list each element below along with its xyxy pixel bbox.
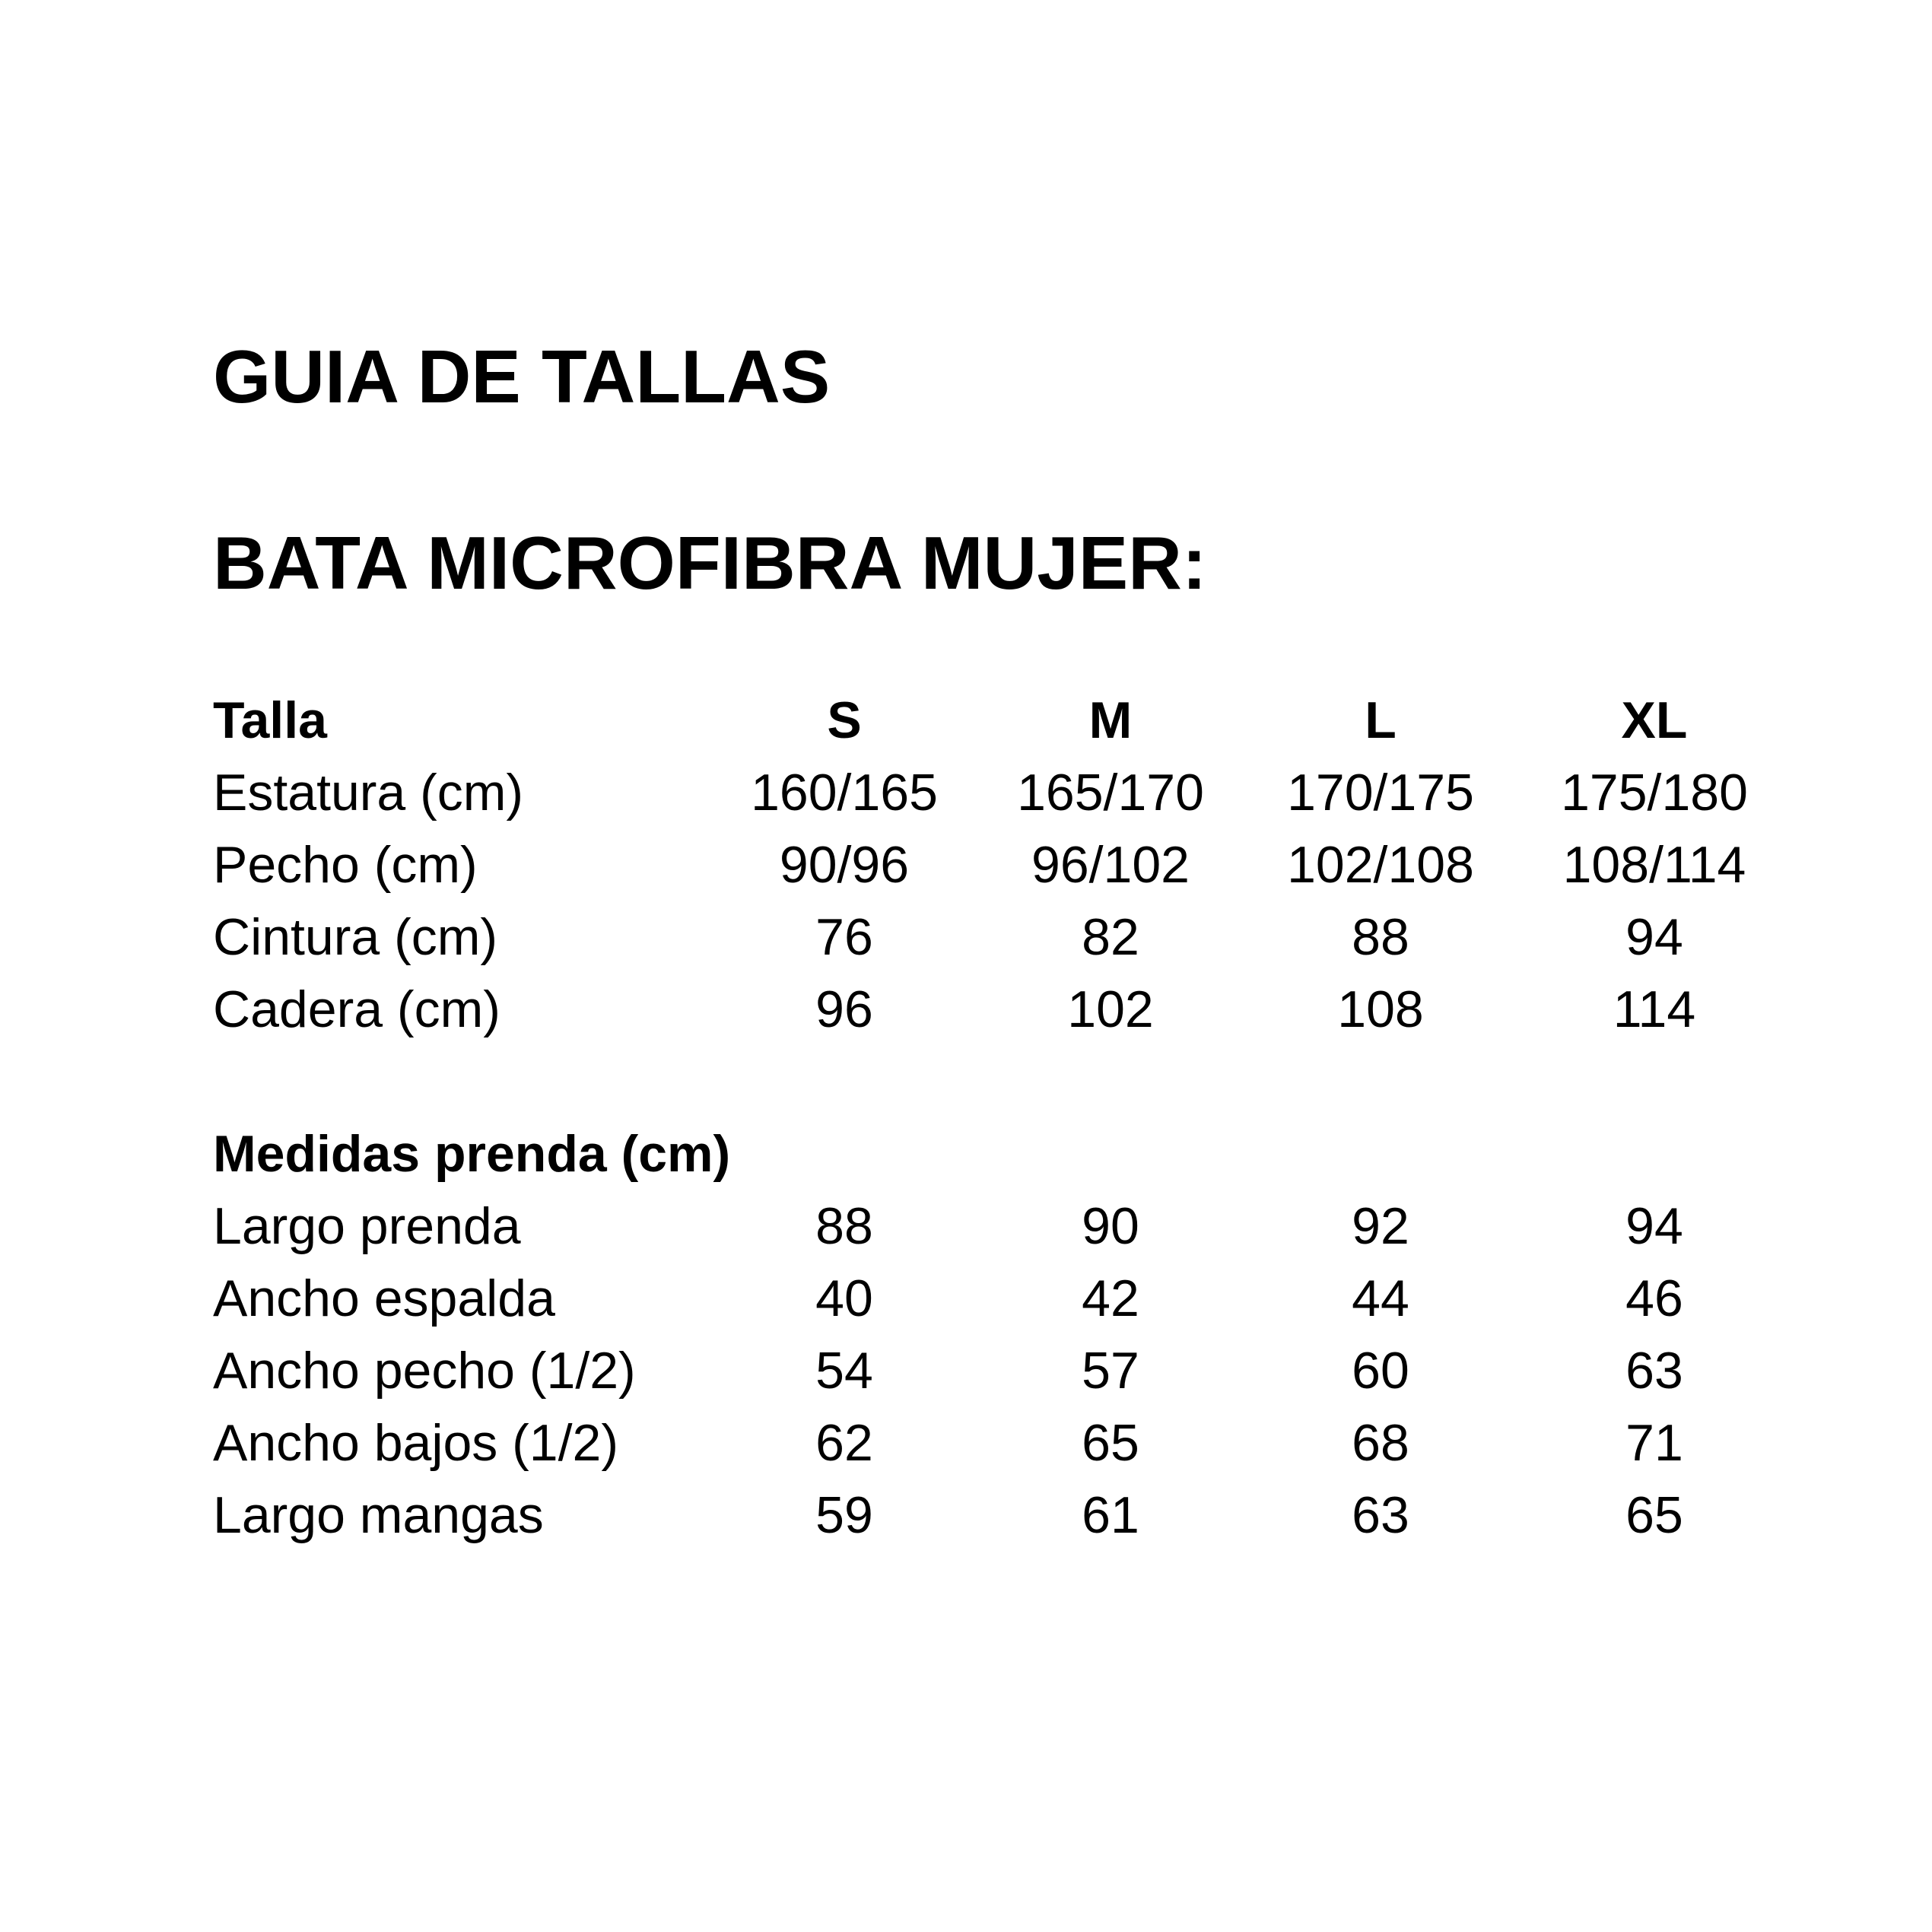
- row-label: Pecho (cm): [213, 836, 478, 894]
- column-header-m: M: [1088, 691, 1133, 749]
- empty-cell: [974, 1118, 1247, 1190]
- cell-value: 82: [1082, 908, 1139, 966]
- cell-value: 102: [1067, 980, 1154, 1038]
- cell-value: 90: [1082, 1197, 1139, 1255]
- page-title: GUIA DE TALLAS: [213, 335, 831, 418]
- cell-value: 170/175: [1287, 764, 1474, 821]
- cell-value: 90/96: [779, 836, 910, 894]
- column-header-s: S: [827, 691, 862, 749]
- table-spacer: [213, 1046, 1826, 1118]
- cell-value: 54: [815, 1342, 873, 1400]
- table-row-ancho-bajos: [213, 1407, 1826, 1479]
- row-label: Ancho pecho (1/2): [213, 1342, 636, 1400]
- row-label: Cintura (cm): [213, 908, 498, 966]
- row-label: Largo mangas: [213, 1486, 544, 1544]
- cell-value: 63: [1625, 1342, 1683, 1400]
- cell-value: 108/114: [1562, 836, 1746, 894]
- cell-value: 165/170: [1017, 764, 1204, 821]
- cell-value: 94: [1625, 908, 1683, 966]
- document-content: [213, 335, 1826, 1552]
- cell-value: 63: [1352, 1486, 1409, 1544]
- table-row-estatura: [213, 757, 1826, 829]
- row-label: Cadera (cm): [213, 980, 500, 1038]
- cell-value: 44: [1352, 1269, 1409, 1327]
- cell-value: 46: [1625, 1269, 1683, 1327]
- row-label: Ancho bajos (1/2): [213, 1414, 618, 1472]
- cell-value: 42: [1082, 1269, 1139, 1327]
- cell-value: 88: [1352, 908, 1409, 966]
- table-row-cadera: [213, 974, 1826, 1046]
- row-label: Largo prenda: [213, 1197, 521, 1255]
- section-header: Medidas prenda (cm): [213, 1125, 731, 1183]
- column-header-xl: XL: [1621, 691, 1688, 749]
- table-row-largo-prenda: [213, 1190, 1826, 1263]
- table-row-largo-mangas: [213, 1479, 1826, 1552]
- table-row-pecho: [213, 829, 1826, 901]
- table-header-row: [213, 685, 1826, 757]
- cell-value: 40: [815, 1269, 873, 1327]
- cell-value: 71: [1625, 1414, 1683, 1472]
- cell-value: 92: [1352, 1197, 1409, 1255]
- table-row-ancho-pecho: [213, 1335, 1826, 1407]
- cell-value: 175/180: [1561, 764, 1748, 821]
- table-row-ancho-espalda: [213, 1263, 1826, 1335]
- cell-value: 57: [1082, 1342, 1139, 1400]
- cell-value: 96/102: [1031, 836, 1190, 894]
- cell-value: 68: [1352, 1414, 1409, 1472]
- empty-cell: [1514, 1118, 1795, 1190]
- cell-value: 59: [815, 1486, 873, 1544]
- row-label: Ancho espalda: [213, 1269, 555, 1327]
- table-row-cintura: [213, 901, 1826, 974]
- cell-value: 65: [1082, 1414, 1139, 1472]
- cell-value: 102/108: [1287, 836, 1474, 894]
- product-heading: BATA MICROFIBRA MUJER:: [213, 521, 1207, 605]
- cell-value: 96: [815, 980, 873, 1038]
- cell-value: 114: [1613, 980, 1696, 1038]
- cell-value: 62: [815, 1414, 873, 1472]
- cell-value: 108: [1337, 980, 1424, 1038]
- cell-value: 88: [815, 1197, 873, 1255]
- cell-value: 160/165: [751, 764, 938, 821]
- cell-value: 60: [1352, 1342, 1409, 1400]
- cell-value: 76: [815, 908, 873, 966]
- cell-value: 61: [1082, 1486, 1139, 1544]
- column-header-talla: Talla: [213, 691, 327, 749]
- section-header-row: [213, 1118, 1826, 1190]
- size-table: [213, 685, 1826, 1552]
- cell-value: 65: [1625, 1486, 1683, 1544]
- empty-cell: [715, 1118, 974, 1190]
- column-header-l: L: [1365, 691, 1397, 749]
- cell-value: 94: [1625, 1197, 1683, 1255]
- empty-cell: [1247, 1118, 1514, 1190]
- row-label: Estatura (cm): [213, 764, 524, 821]
